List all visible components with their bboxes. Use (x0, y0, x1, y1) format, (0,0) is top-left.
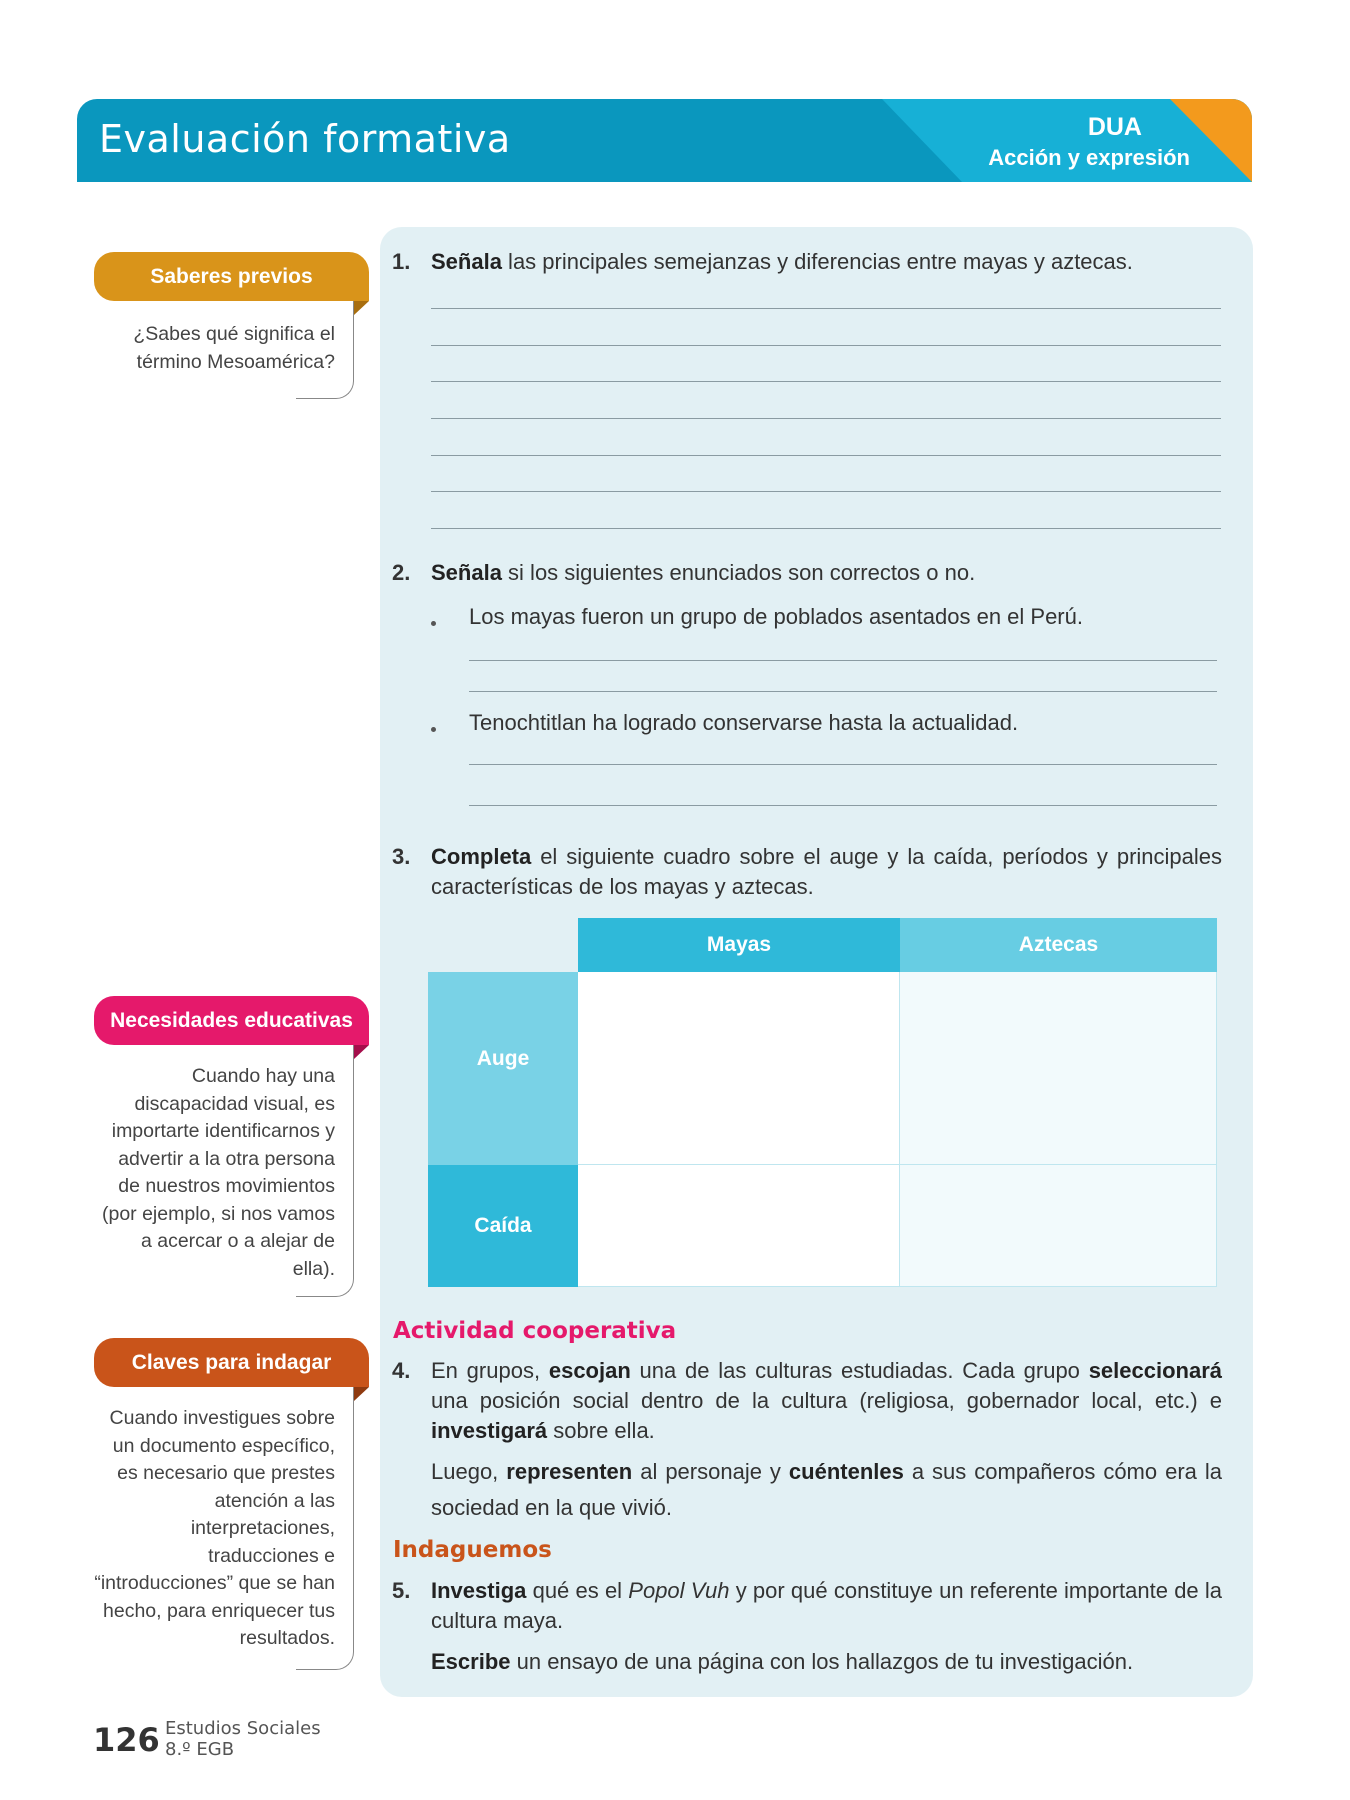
table-cell-caida-aztecas[interactable] (900, 1165, 1217, 1287)
question-5 (392, 1576, 1222, 1636)
question-text: las principales semejanzas y diferencias entre mayas y aztecas. (501, 249, 1133, 274)
text-run: al personaje y (632, 1459, 789, 1484)
question-verb: Investiga (431, 1578, 527, 1603)
question-3 (392, 842, 1222, 902)
header-banner (77, 99, 1252, 182)
text-run: Luego, (431, 1459, 507, 1484)
saberes-previos-text: ¿Sabes qué significa el término Mesoamérica? (133, 323, 335, 373)
question-1 (392, 247, 1222, 277)
question-verb: seleccionará (1088, 1358, 1222, 1383)
question-4-continued (431, 1454, 1222, 1526)
table-cell-auge-mayas[interactable] (578, 972, 900, 1165)
question-verb: cuéntenles (788, 1459, 904, 1484)
text-run: sobre ella. (547, 1418, 655, 1443)
text-run: un ensayo de una página con los hallazgos de tu investigación. (510, 1649, 1134, 1674)
row-header-label: Auge (476, 1046, 530, 1070)
text-run: una de las culturas estudiadas. Cada grupo (630, 1358, 1089, 1383)
question-verb: Escribe (431, 1649, 511, 1674)
column-header-label: Mayas (706, 933, 772, 956)
book-title: Popol Vuh (628, 1578, 730, 1603)
answer-line[interactable] (431, 418, 1221, 419)
dua-label: DUA (1087, 113, 1142, 141)
question-2 (392, 558, 1222, 588)
question-5-continued (431, 1647, 1222, 1677)
row-header-auge (428, 972, 578, 1165)
text-run: a sus compañeros cómo era la sociedad en la que vivió. (431, 1459, 1223, 1520)
answer-line[interactable] (469, 805, 1217, 806)
column-header-mayas (578, 918, 900, 972)
question-number: 1. (392, 249, 411, 274)
text-run: una posición social dentro de la cultura (religiosa, gobernador local, etc.) e (431, 1388, 1222, 1413)
saberes-previos-label: Saberes previos (150, 264, 313, 288)
question-4 (392, 1356, 1222, 1446)
answer-line[interactable] (469, 691, 1217, 692)
necesidades-educativas-tag (94, 996, 369, 1045)
question-verb: escojan (548, 1358, 631, 1383)
question-text: si los siguientes enunciados son correctos o no. (501, 560, 976, 585)
tag-fold (354, 1387, 369, 1401)
tag-fold (354, 301, 369, 315)
question-number: 5. (392, 1578, 411, 1603)
saberes-previos-tag (94, 252, 369, 301)
dua-subtitle: Acción y expresión (988, 145, 1190, 170)
necesidades-educativas-text: Cuando hay una discapacidad visual, es importarte identificarnos y advertir a la otra persona de nuestros movimientos (por ejemplo, si nos vamos a acercar o a alejar de ella). (101, 1065, 335, 1280)
question-verb: representen (506, 1459, 633, 1484)
question-verb: Completa (431, 844, 532, 869)
statement-2: Tenochtitlan ha logrado conservarse hasta la actualidad. (469, 710, 1019, 735)
answer-line[interactable] (431, 381, 1221, 382)
bullet-icon (431, 727, 436, 732)
claves-para-indagar-label: Claves para indagar (131, 1350, 332, 1374)
answer-line[interactable] (431, 528, 1221, 529)
question-verb: investigará (431, 1418, 548, 1443)
row-header-label: Caída (474, 1214, 532, 1237)
question-verb: Señala (431, 560, 502, 585)
table-cell-auge-aztecas[interactable] (900, 972, 1217, 1165)
statement-1: Los mayas fueron un grupo de poblados asentados en el Perú. (469, 604, 1083, 629)
column-header-label: Aztecas (1018, 933, 1099, 956)
question-number: 2. (392, 560, 411, 585)
answer-line[interactable] (431, 345, 1221, 346)
answer-line[interactable] (431, 491, 1221, 492)
page-title: Evaluación formativa (99, 117, 511, 161)
question-verb: Señala (431, 249, 502, 274)
grade-label: 8.º EGB (165, 1739, 235, 1760)
answer-line[interactable] (431, 455, 1221, 456)
row-header-caida (428, 1165, 578, 1287)
necesidades-educativas-label: Necesidades educativas (110, 1008, 353, 1032)
page-number: 126 (93, 1721, 160, 1759)
bullet-icon (431, 621, 436, 626)
question-text: el siguiente cuadro sobre el auge y la caída, períodos y principales características de los mayas y aztecas. (431, 844, 1222, 899)
tag-fold (354, 1045, 369, 1059)
question-number: 4. (392, 1358, 411, 1383)
text-run: qué es el (526, 1578, 629, 1603)
column-header-aztecas (900, 918, 1217, 972)
answer-line[interactable] (431, 308, 1221, 309)
question-number: 3. (392, 844, 411, 869)
answer-line[interactable] (469, 660, 1217, 661)
indaguemos-heading: Indaguemos (393, 1537, 552, 1563)
subject-label: Estudios Sociales (165, 1718, 321, 1739)
claves-para-indagar-tag (94, 1338, 369, 1387)
actividad-cooperativa-heading: Actividad cooperativa (393, 1318, 677, 1344)
answer-line[interactable] (469, 764, 1217, 765)
text-run: y por qué constituye un referente importante de la cultura maya. (431, 1578, 1222, 1633)
table-cell-caida-mayas[interactable] (578, 1165, 900, 1287)
claves-para-indagar-text: Cuando investigues sobre un documento específico, es necesario que prestes atención a las interpretaciones, traducciones e “introducciones” que se han hecho, para enriquecer tus resultados. (94, 1407, 335, 1649)
text-run: En grupos, (431, 1358, 549, 1383)
